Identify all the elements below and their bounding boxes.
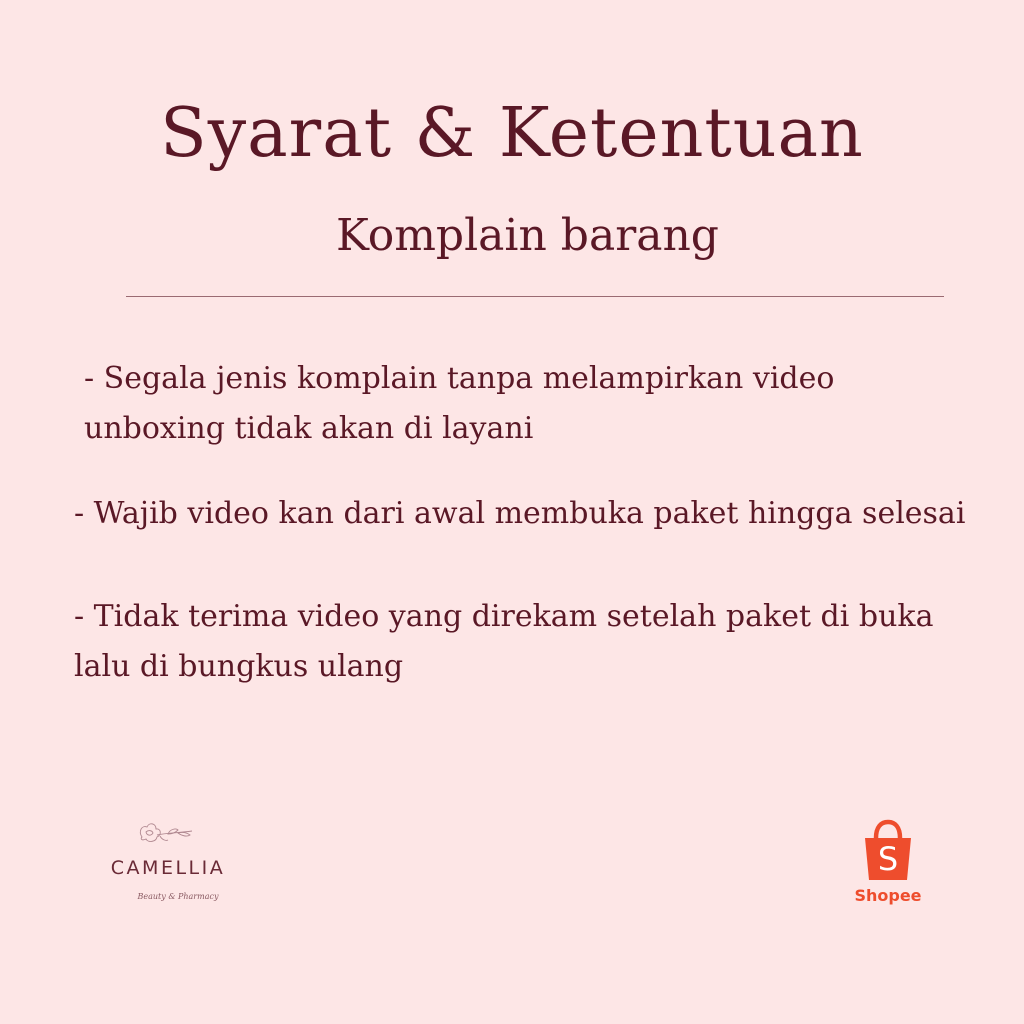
rule-item: - Tidak terima video yang direkam setelah paket di buka lalu di bungkus ulang xyxy=(74,599,934,684)
partner-name: Shopee xyxy=(854,886,922,905)
page-title: Syarat & Ketentuan xyxy=(160,94,864,173)
camellia-logo xyxy=(88,815,248,910)
brand-name: CAMELLIA xyxy=(110,857,226,879)
camellia-flower-icon xyxy=(134,819,198,849)
rule-item: - Segala jenis komplain tanpa melampirkan video unboxing tidak akan di layani xyxy=(84,361,835,446)
rule-item: - Wajib video kan dari awal membuka paket hingga selesai xyxy=(74,496,966,531)
shopee-bag-icon xyxy=(856,818,920,882)
brand-tagline: Beauty & Pharmacy xyxy=(137,892,219,901)
svg-text:S: S xyxy=(877,840,899,878)
shopee-logo xyxy=(848,818,928,910)
divider xyxy=(126,296,944,297)
page-subtitle: Komplain barang xyxy=(336,210,719,261)
